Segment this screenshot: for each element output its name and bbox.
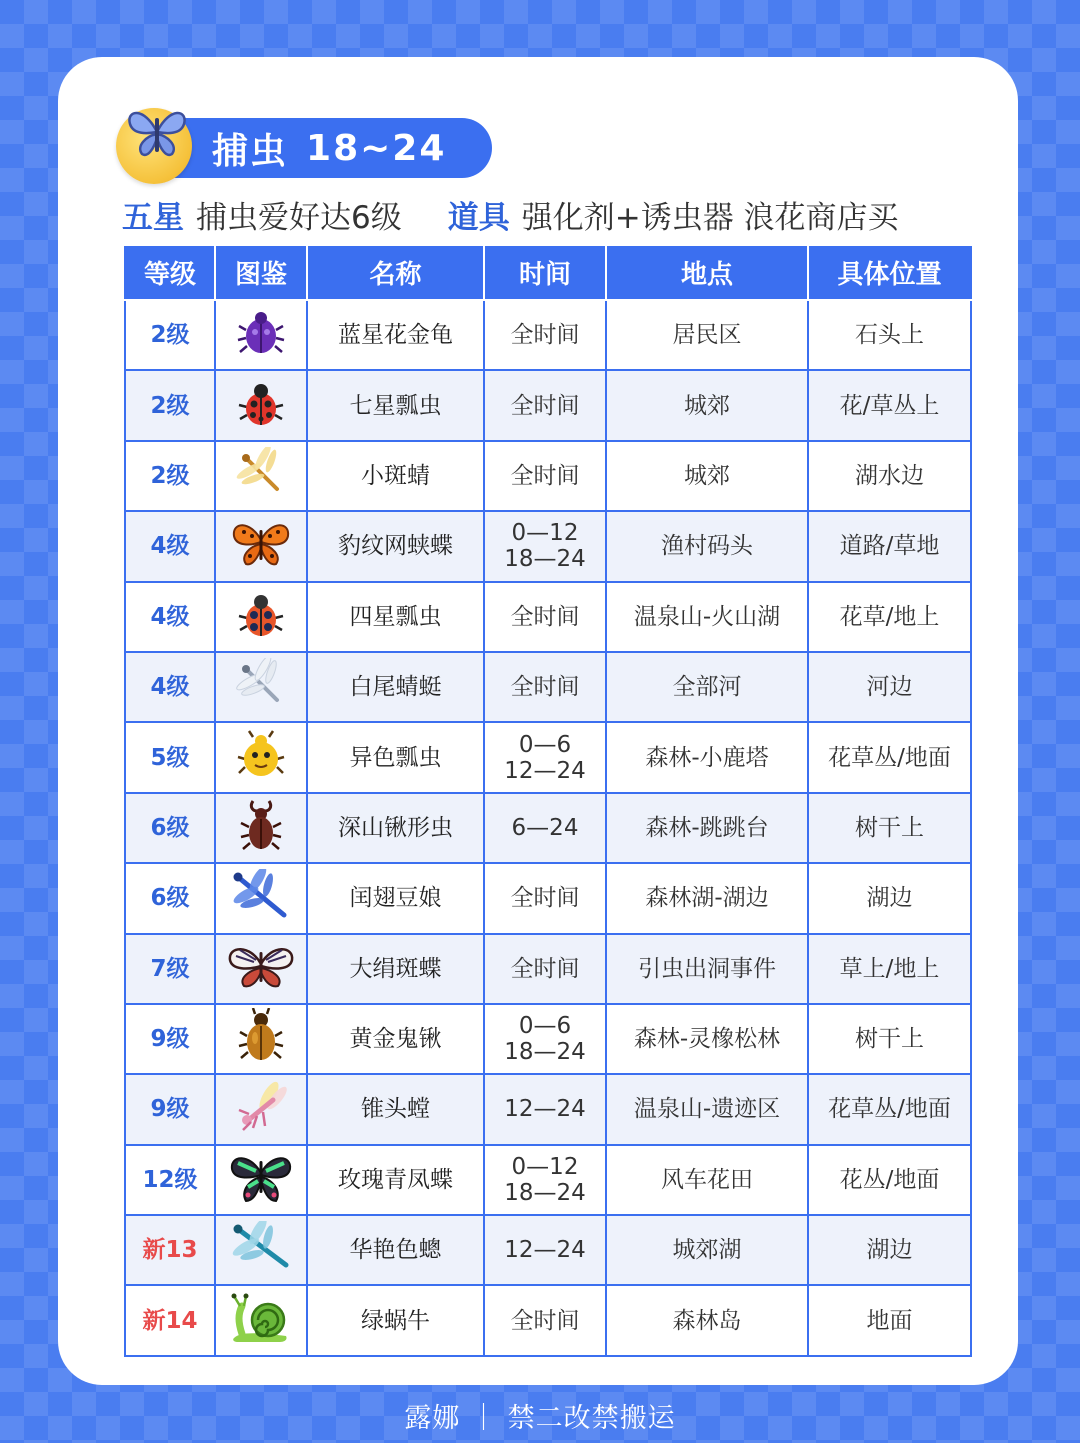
icon-cell [215, 370, 307, 440]
name-cell: 四星瓢虫 [307, 582, 484, 652]
header-name: 名称 [307, 246, 484, 300]
star-label: 五星 [122, 199, 184, 236]
place-cell: 城郊 [606, 441, 808, 511]
table-row [125, 722, 971, 792]
green-snail-icon [230, 1292, 292, 1350]
table-row [125, 582, 971, 652]
spot-cell: 湖水边 [808, 441, 971, 511]
place-cell: 城郊 [606, 370, 808, 440]
place-cell: 城郊湖 [606, 1215, 808, 1285]
level-cell: 12级 [125, 1145, 215, 1215]
name-cell: 七星瓢虫 [307, 370, 484, 440]
spot-cell: 树干上 [808, 793, 971, 863]
level-cell: 5级 [125, 722, 215, 792]
time-cell: 12—24 [484, 1215, 606, 1285]
table-row [125, 300, 971, 370]
header-level: 等级 [125, 246, 215, 300]
place-cell: 森林-灵橡松林 [606, 1004, 808, 1074]
icon-cell [215, 1215, 307, 1285]
tool-value: 强化剂+诱虫器 浪花商店买 [521, 199, 899, 236]
time-cell: 全时间 [484, 652, 606, 722]
time-cell: 全时间 [484, 441, 606, 511]
table-row [125, 652, 971, 722]
name-cell: 白尾蜻蜓 [307, 652, 484, 722]
level-cell: 4级 [125, 652, 215, 722]
spot-cell: 花丛/地面 [808, 1145, 971, 1215]
place-cell: 森林-小鹿塔 [606, 722, 808, 792]
place-cell: 全部河 [606, 652, 808, 722]
name-cell: 异色瓢虫 [307, 722, 484, 792]
spot-cell: 湖边 [808, 1215, 971, 1285]
four-spot-ladybug-icon [235, 588, 287, 646]
table-row [125, 863, 971, 933]
level-cell: 6级 [125, 863, 215, 933]
time-cell: 12—24 [484, 1074, 606, 1144]
name-cell: 黄金鬼锹 [307, 1004, 484, 1074]
name-cell: 深山锹形虫 [307, 793, 484, 863]
time-cell: 全时间 [484, 934, 606, 1004]
moon-butterfly-icon [116, 108, 192, 184]
spot-cell: 花草丛/地面 [808, 1074, 971, 1144]
time-cell: 0—6 12—24 [484, 722, 606, 792]
time-cell: 全时间 [484, 1285, 606, 1355]
name-cell: 小斑蜻 [307, 441, 484, 511]
title-banner [116, 108, 496, 184]
level-cell: 2级 [125, 370, 215, 440]
table-row [125, 934, 971, 1004]
place-cell: 森林岛 [606, 1285, 808, 1355]
icon-cell [215, 863, 307, 933]
icon-cell [215, 1004, 307, 1074]
level-cell: 2级 [125, 441, 215, 511]
time-cell: 全时间 [484, 863, 606, 933]
spot-cell: 地面 [808, 1285, 971, 1355]
yellow-dragonfly-icon [233, 447, 289, 505]
subtitle-line [122, 192, 982, 236]
name-cell: 豹纹网蛱蝶 [307, 511, 484, 581]
footer-credit: 露娜 ｜ 禁二改禁搬运 [404, 1403, 676, 1434]
table-row [125, 1285, 971, 1355]
title-prefix: 捕虫 [212, 130, 289, 172]
spot-cell: 湖边 [808, 863, 971, 933]
star-requirement: 捕虫爱好达6级 [196, 199, 402, 236]
name-cell: 锥头螳 [307, 1074, 484, 1144]
place-cell: 渔村码头 [606, 511, 808, 581]
stag-beetle-icon [237, 797, 285, 859]
time-cell: 全时间 [484, 582, 606, 652]
time-cell: 0—12 18—24 [484, 511, 606, 581]
icon-cell [215, 934, 307, 1004]
name-cell: 大绢斑蝶 [307, 934, 484, 1004]
time-cell: 全时间 [484, 370, 606, 440]
ladybug-icon [235, 377, 287, 435]
spot-cell: 花/草丛上 [808, 370, 971, 440]
table-row [125, 1145, 971, 1215]
level-cell: 9级 [125, 1074, 215, 1144]
spot-cell: 石头上 [808, 300, 971, 370]
white-dragonfly-icon [233, 658, 289, 716]
name-cell: 华艳色蟌 [307, 1215, 484, 1285]
name-cell: 玫瑰青凤蝶 [307, 1145, 484, 1215]
title-range: 18~24 [306, 127, 447, 169]
table-row [125, 441, 971, 511]
orange-butterfly-icon [230, 518, 292, 574]
name-cell: 闰翅豆娘 [307, 863, 484, 933]
level-cell: 2级 [125, 300, 215, 370]
icon-cell [215, 652, 307, 722]
table-row [125, 1215, 971, 1285]
table-row [125, 1004, 971, 1074]
table-row [125, 1074, 971, 1144]
insect-table [124, 246, 972, 1357]
icon-cell [215, 1074, 307, 1144]
icon-cell [215, 511, 307, 581]
blue-damselfly-icon [230, 869, 292, 927]
spot-cell: 花草/地上 [808, 582, 971, 652]
level-cell: 9级 [125, 1004, 215, 1074]
name-cell: 蓝星花金龟 [307, 300, 484, 370]
place-cell: 风车花田 [606, 1145, 808, 1215]
mantis-icon [229, 1078, 293, 1140]
place-cell: 温泉山-遗迹区 [606, 1074, 808, 1144]
spot-cell: 树干上 [808, 1004, 971, 1074]
level-cell: 7级 [125, 934, 215, 1004]
icon-cell [215, 441, 307, 511]
golden-beetle-icon [237, 1008, 285, 1070]
header-time: 时间 [484, 246, 606, 300]
header-place: 地点 [606, 246, 808, 300]
icon-cell [215, 582, 307, 652]
table-row [125, 511, 971, 581]
table-row [125, 370, 971, 440]
green-swallowtail-icon [228, 1151, 294, 1209]
place-cell: 森林-跳跳台 [606, 793, 808, 863]
yellow-ladybug-icon [235, 729, 287, 787]
name-cell: 绿蜗牛 [307, 1285, 484, 1355]
teal-damselfly-icon [230, 1221, 292, 1279]
place-cell: 温泉山-火山湖 [606, 582, 808, 652]
icon-cell [215, 1145, 307, 1215]
time-cell: 0—6 18—24 [484, 1004, 606, 1074]
time-cell: 全时间 [484, 300, 606, 370]
place-cell: 森林湖-湖边 [606, 863, 808, 933]
purple-beetle-icon [235, 306, 287, 364]
icon-cell [215, 1285, 307, 1355]
table-row [125, 793, 971, 863]
table-header-row [125, 246, 971, 300]
level-cell: 4级 [125, 582, 215, 652]
level-cell: 4级 [125, 511, 215, 581]
place-cell: 居民区 [606, 300, 808, 370]
time-cell: 6—24 [484, 793, 606, 863]
spot-cell: 草上/地上 [808, 934, 971, 1004]
time-cell: 0—12 18—24 [484, 1145, 606, 1215]
icon-cell [215, 300, 307, 370]
spot-cell: 道路/草地 [808, 511, 971, 581]
header-icon: 图鉴 [215, 246, 307, 300]
icon-cell [215, 722, 307, 792]
tiger-butterfly-icon [226, 944, 296, 994]
header-spot: 具体位置 [808, 246, 971, 300]
tool-label: 道具 [447, 199, 510, 236]
icon-cell [215, 793, 307, 863]
spot-cell: 河边 [808, 652, 971, 722]
place-cell: 引虫出洞事件 [606, 934, 808, 1004]
level-cell: 6级 [125, 793, 215, 863]
title-pill [156, 118, 492, 178]
spot-cell: 花草丛/地面 [808, 722, 971, 792]
level-cell: 新13 [125, 1215, 215, 1285]
level-cell: 新14 [125, 1285, 215, 1355]
